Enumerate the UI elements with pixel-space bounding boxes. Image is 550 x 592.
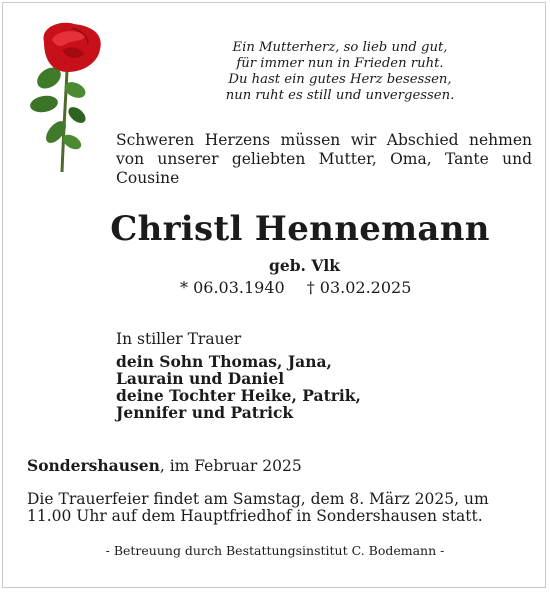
poem bbox=[200, 40, 480, 104]
funeral-home-footer: - Betreuung durch Bestattungsinstitut C. Bodemann - bbox=[105, 543, 445, 558]
death-date: † 03.02.2025 bbox=[306, 278, 412, 297]
family-line: Jennifer und Patrick bbox=[116, 403, 294, 422]
life-dates bbox=[180, 278, 411, 297]
rose-icon bbox=[22, 20, 122, 175]
place-city: Sondershausen bbox=[27, 456, 160, 475]
mourning-label: In stiller Trauer bbox=[116, 330, 242, 348]
intro-text: Schweren Herzens müssen wir Abschied nehmen von unserer geliebten Mutter, Oma, Tante und Cousine bbox=[116, 131, 532, 187]
ceremony-line: 11.00 Uhr auf dem Hauptfriedhof in Sondershausen statt. bbox=[27, 507, 483, 525]
place-rest: , im Februar 2025 bbox=[159, 457, 302, 475]
family-list bbox=[116, 353, 361, 421]
poem-line: Du hast ein gutes Herz besessen, bbox=[228, 72, 452, 87]
poem-line: nun ruht es still und unvergessen. bbox=[225, 88, 455, 103]
family-line: deine Tochter Heike, Patrik, bbox=[116, 386, 361, 405]
place-date bbox=[27, 456, 302, 475]
poem-line: für immer nun in Frieden ruht. bbox=[236, 56, 444, 71]
ceremony-line: Die Trauerfeier findet am Samstag, dem 8. März 2025, um bbox=[27, 490, 489, 508]
ceremony-text bbox=[27, 491, 532, 525]
deceased-name: Christl Hennemann bbox=[110, 209, 490, 249]
poem-line: Ein Mutterherz, so lieb und gut, bbox=[232, 40, 448, 55]
birth-date: * 06.03.1940 bbox=[180, 278, 285, 297]
family-line: Laurain und Daniel bbox=[116, 369, 285, 388]
maiden-name: geb. Vlk bbox=[269, 256, 340, 275]
family-line: dein Sohn Thomas, Jana, bbox=[116, 352, 332, 371]
